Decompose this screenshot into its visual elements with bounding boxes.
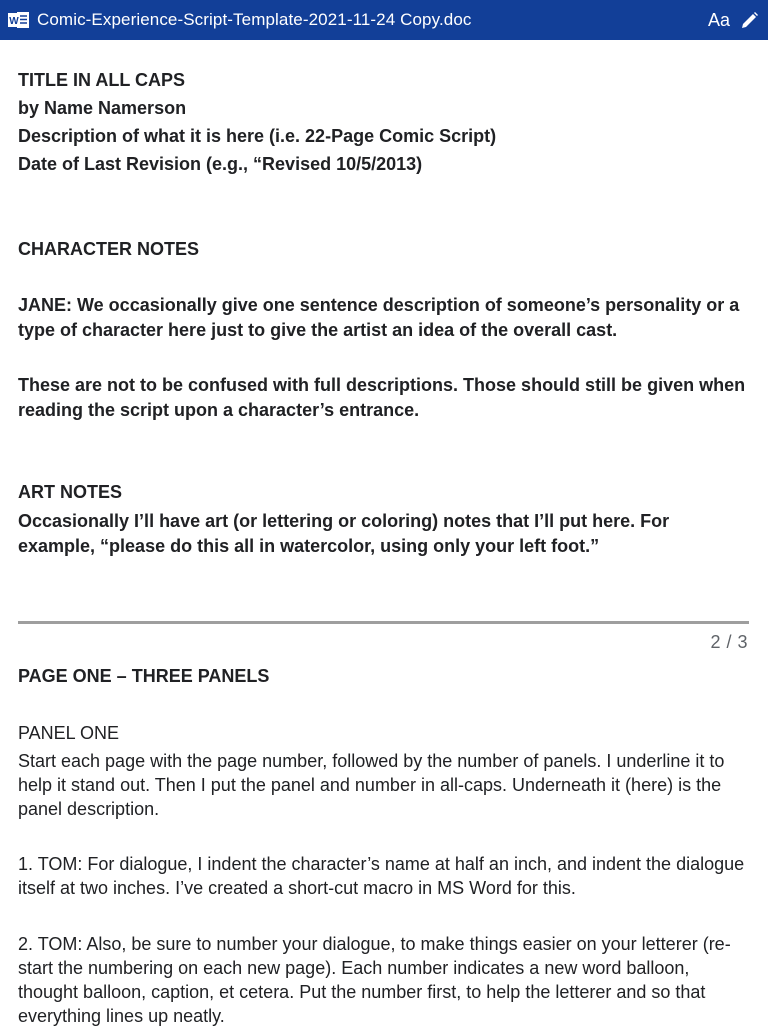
character-note-disclaimer: These are not to be confused with full descriptions. Those should still be given when reading the script upon a character’s entrance. <box>18 375 746 420</box>
character-notes-heading: CHARACTER NOTES <box>18 239 200 259</box>
page-heading: PAGE ONE – THREE PANELS <box>18 666 270 686</box>
word-app-icon <box>8 10 30 30</box>
revision-date: Date of Last Revision (e.g., “Revised 10/5/2013) <box>18 154 423 174</box>
svg-text:W: W <box>9 16 19 27</box>
art-note: Occasionally I’ll have art (or lettering or coloring) notes that I’ll put here. For example, “please do this all in watercolor, using only your left foot.” <box>18 511 670 556</box>
dialogue-line-2: 2. TOM: Also, be sure to number your dialogue, to make things easier on your letterer (re-start the numbering on each new page). Each number indicates a new word balloon, thought balloon, caption, et cetera. Put the number first, to help the letterer and so that everything lines up neatly. <box>18 934 731 1026</box>
author-byline: by Name Namerson <box>18 98 187 118</box>
page-divider <box>18 621 749 624</box>
dialogue-line-1: 1. TOM: For dialogue, I indent the character’s name at half an inch, and indent the dialogue itself at two inches. I’ve created a short-cut macro in MS Word for this. <box>18 854 745 898</box>
app-title-bar <box>0 0 768 40</box>
script-title: TITLE IN ALL CAPS <box>18 70 186 90</box>
pencil-edit-icon[interactable] <box>738 10 760 32</box>
page-indicator: 2 / 3 <box>710 632 748 652</box>
character-note-jane: JANE: We occasionally give one sentence description of someone’s personality or a type of character here just to give the artist an idea of the overall cast. <box>18 295 740 340</box>
panel-description: Start each page with the page number, followed by the number of panels. I underline it to help it stand out. Then I put the panel and number in all-caps. Underneath it (here) is the panel description. <box>18 751 725 819</box>
script-description: Description of what it is here (i.e. 22-Page Comic Script) <box>18 126 497 146</box>
font-settings-button[interactable]: Aa <box>708 10 731 30</box>
art-notes-heading: ART NOTES <box>18 482 123 502</box>
panel-heading: PANEL ONE <box>18 723 120 743</box>
document-title: Comic-Experience-Script-Template-2021-11-24 Copy.doc <box>37 10 472 29</box>
